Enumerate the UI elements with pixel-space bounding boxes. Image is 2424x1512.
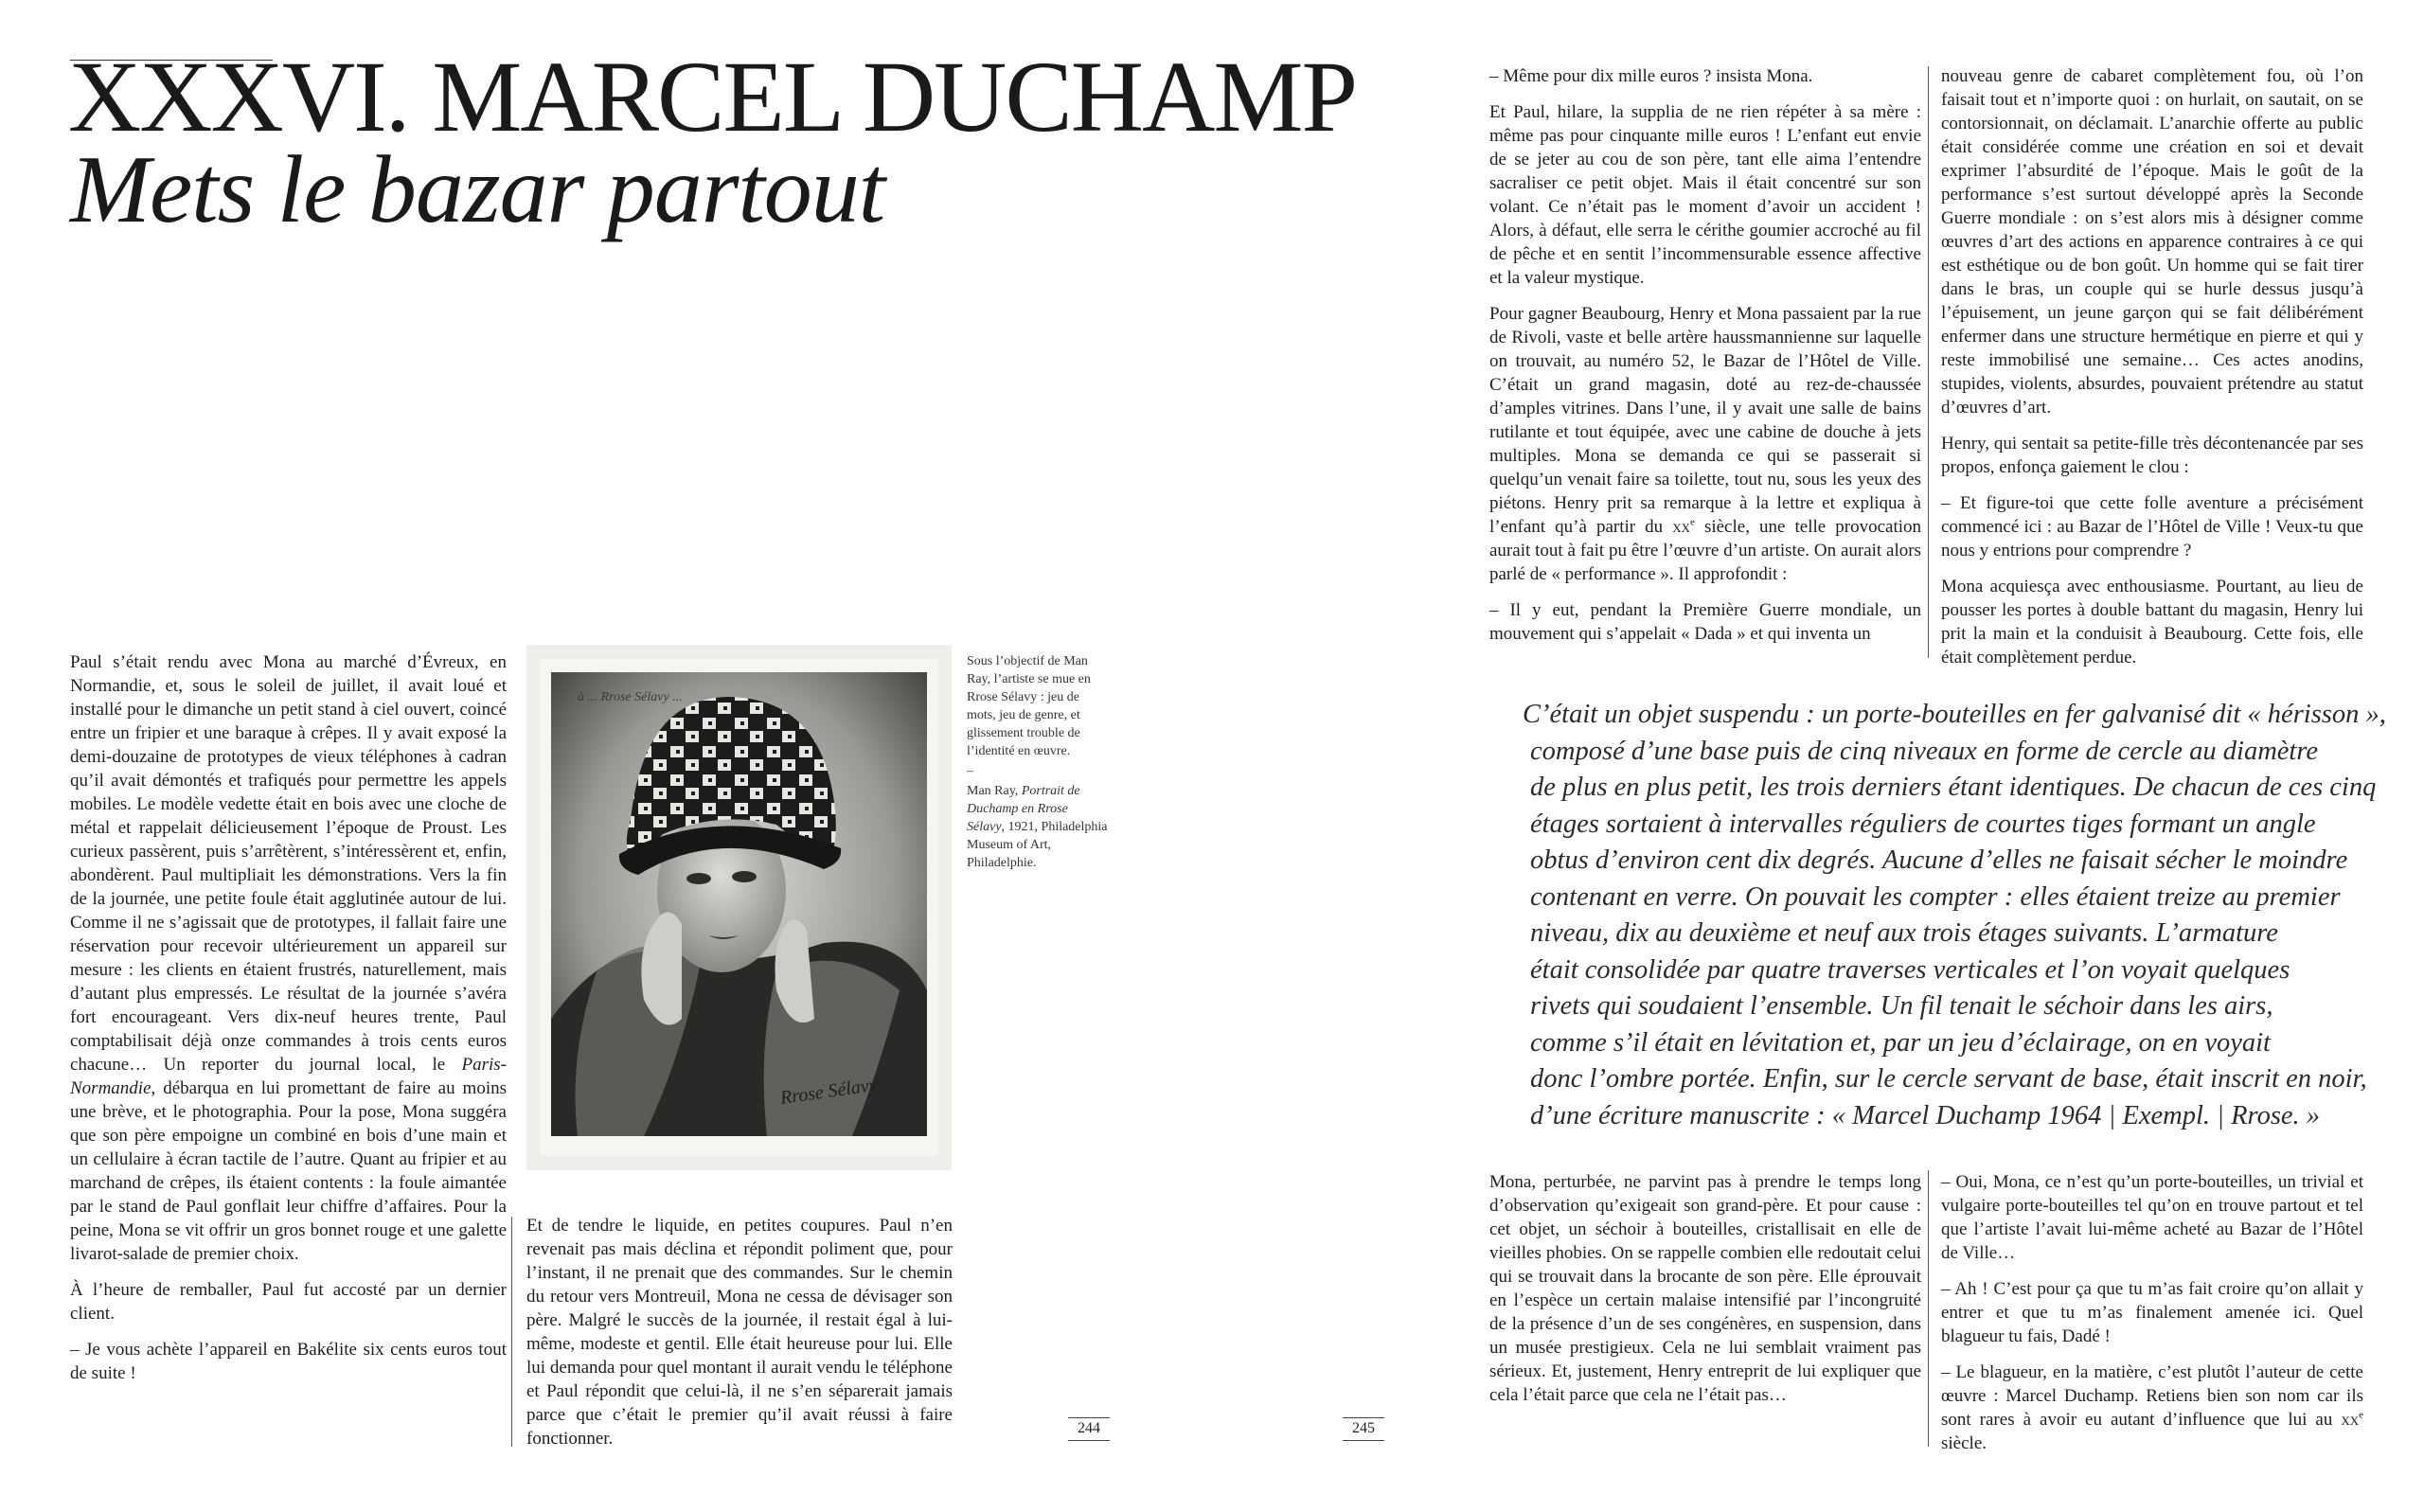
portrait-photo [540,659,938,1156]
left-column-1 [70,650,507,1397]
caption-text: Sous l’objectif de Man Ray, l’artiste se mue en Rrose Sélavy : jeu de mots, jeu de genre, et glissement trouble de l’identité en œuvre. [967,654,1091,758]
caption-dash: – [967,764,973,778]
paragraph: Henry, qui sentait sa petite-fille très décontenancée par ses propos, enfonça gaiement le clou : [1941,434,2363,477]
chapter-subtitle: Mets le bazar partout [70,136,885,243]
dialogue-line: – Même pour dix mille euros ? insista Mona. [1489,66,1813,86]
right-column-3 [1489,1170,1921,1419]
photo-frame [526,645,952,1170]
right-column-4 [1941,1170,2363,1468]
page-number-right: 245 [1343,1420,1384,1437]
right-page [1212,0,2424,1512]
portrait-image [540,659,938,1156]
dialogue-line: – Je vous achète l’appareil en Bakélite six cents euros tout de suite ! [70,1340,507,1383]
page-number-left: 244 [1068,1420,1110,1437]
right-column-2 [1941,64,2363,682]
dialogue-line: – Oui, Mona, ce n’est qu’un porte-bouteilles, un trivial et vulgaire porte-bouteilles tel qu’on en trouve partout et tel que l’artiste l’avait lui-même acheté au Bazar de l’Hôtel de Ville… [1941,1172,2363,1263]
photo-signature: Rrose Sélavy [778,1074,879,1109]
chapter-name: MARCEL DUCHAMP [432,42,1356,153]
paragraph: Mona, perturbée, ne parvint pas à prendre le temps long d’observation qu’exigeait son grand-père. Et pour cause : cet objet, un séchoir à bouteilles, cristallisait en elle de vieilles phobies. On se rappelle combien elle redoutait celui qui se trouvait dans la brocante de son père. Elle éprouvait en l’espèce un certain malaise intensifié par l’incongruité de la présence d’un de ses congénères, en suspension, dans un musée prestigieux. Cela ne lui semblait vraiment pas sérieux. Et, justement, Henry entreprit de lui expliquer que cela l’était parce que cela ne l’était pas… [1489,1172,1921,1405]
paragraph: À l’heure de remballer, Paul fut accosté par un dernier client. [70,1280,507,1324]
photo-caption [967,652,1109,872]
column-divider [1928,1170,1929,1447]
dialogue-line: – Et figure-toi que cette folle aventure a précisément commencé ici : au Bazar de l’Hôtel de Ville ! Veux-tu que nous y entrions pour comprendre ? [1941,493,2363,560]
chapter-number: XXXVI. [68,42,409,153]
paragraph: Mona acquiesça avec enthousiasme. Pourtant, au lieu de pousser les portes à double battant du magasin, Henry lui prit la main et la conduisit à Beaubourg. Cette fois, elle était complètement perdue. [1941,577,2363,667]
column-divider [511,1217,512,1447]
caption-credit: Man Ray, Portrait de Duchamp en Rrose Sélavy, 1921, Philadelphia Museum of Art, Philadelphie. [967,784,1108,870]
dialogue-line: – Ah ! C’est pour ça que tu m’as fait croire qu’on allait y entrer et que tu m’as finalement amenée ici. Quel blagueur tu fais, Dadé ! [1941,1279,2363,1346]
paragraph: nouveau genre de cabaret complètement fou, où l’on faisait tout et n’importe quoi : on hurlait, on sautait, on se contorsionnait, on déclamait. L’anarchie offerte au public était considérée comme une création en soi et devait exprimer l’absurdité de l’époque. Mais le goût de la performance s’est surtout développé après la Seconde Guerre mondiale : on s’est alors mis à désigner comme œuvres d’art des actions en apparence contraires à ce qui est esthétique ou de bon goût. Un homme qui se fait tirer dans le bras, un couple qui se hurle dessus jusqu’à l’épuisement, un jeune garçon qui se fait délibérément enfermer dans une structure hermétique en pierre et qui y reste immobilisé une semaine… Ces actes anodins, stupides, violents, absurdes, pouvaient prétendre au statut d’œuvres d’art. [1941,66,2363,418]
left-column-2 [526,1214,953,1463]
artwork-description [1523,697,2386,1134]
paragraph: Et de tendre le liquide, en petites coupures. Paul n’en revenait pas mais déclina et répondit poliment que, pour l’instant, il ne prenait que des commandes. Sur le chemin du retour vers Montreuil, Mona ne cessa de dévisager son père. Malgré le succès de la journée, il restait égal à lui-même, modeste et gentil. Elle était heureuse pour lui. Elle lui demanda pour quel montant il aurait vendu le téléphone et Paul répondit que celui-là, il ne s’en séparerait jamais parce que c’était le premier qu’il avait réussi à faire fonctionner. [526,1216,953,1449]
chapter-title [68,42,1356,153]
paragraph: Et Paul, hilare, la supplia de ne rien répéter à sa mère : même pas pour cinquante mille euros ! L’enfant eut envie de se jeter au cou de son père, tant elle aima l’entendre sacraliser ce petit objet. Mais il était concentré sur son volant. Ce n’était pas le moment d’avoir un accident ! Alors, à défaut, elle serra le cérithe goumier accroché au fil de pêche et en sentit l’incommensurable essence affective et la valeur mystique. [1489,102,1921,288]
paragraph: Pour gagner Beaubourg, Henry et Mona passaient par la rue de Rivoli, vaste et belle artère haussmannienne sur laquelle on trouvait, au numéro 52, le Bazar de l’Hôtel de Ville. C’était un grand magasin, doté au rez-de-chaussée d’amples vitrines. Dans l’une, il y avait une salle de bains rutilante et tout équipée, avec une cabine de douche à jets multiples. Mona se demanda ce qui se passerait si quelqu’un venait faire sa toilette, tout nu, sous les yeux des piétons. Henry prit sa remarque à la lettre et expliqua à l’enfant qu’à partir du $xx^e$ siècle, une telle provocation aurait tout à fait pu être l’œuvre d’un artiste. On aurait alors parlé de « performance ». Il approfondit : [1489,304,1922,584]
dialogue-line: – Il y eut, pendant la Première Guerre mondiale, un mouvement qui s’appelait « Dada » et qui inventa un [1489,600,1921,644]
newspaper-title: Paris-Normandie [70,1055,507,1098]
photo-inscription-top: à ... Rrose Sélavy ... [578,690,683,704]
column-divider [1928,66,1929,658]
right-column-1 [1489,64,1921,658]
description-text: C’était un objet suspendu : un porte-bouteilles en fer galvanisé dit « hérisson », composé d’une base puis de cinq niveaux en forme de cercle au diamètre de plus en plus petit, les trois derniers étant identiques. De chacun de ces cinq étages sortaient à intervalles réguliers de courtes tiges formant un angle obtus d’environ cent dix degrés. Aucune d’elles ne faisait sécher le moindre contenant en verre. On pouvait les compter : elles étaient treize au premier niveau, dix au deuxième et neuf aux trois étages suivants. L’armature était consolidée par quatre traverses verticales et l’on voyait quelques rivets qui soudaient l’ensemble. Un fil tenait le séchoir dans les airs, comme s’il était en lévitation et, par un jeu d’éclairage, on en voyait donc l’ombre portée. Enfin, sur le cercle servant de base, était inscrit en noir, d’une écriture manuscrite : « Marcel Duchamp 1964 | Exempl. | Rrose. » [1523,700,2386,1130]
dialogue-line: – Le blagueur, en la matière, c’est plutôt l’auteur de cette œuvre : Marcel Duchamp. Retiens bien son nom car ils sont rares à avoir eu autant d’influence que lui au $xx^e$ siècle. [1941,1362,2363,1453]
paragraph: Paul s’était rendu avec Mona au marché d’Évreux, en Normandie, et, sous le soleil de juillet, il avait loué et installé pour le dimanche un petit stand à ciel ouvert, coincé entre un fripier et une baraque à crêpes. Il y avait exposé la demi-douzaine de prototypes de vieux téléphones à cadran qu’il avait démontés et trafiqués pour permettre les appels mobiles. Le modèle vedette était en bois avec une cloche de métal et rappelait délicieusement l’époque de Proust. Les curieux passèrent, puis s’arrêtèrent, s’intéressèrent et, enfin, abondèrent. Paul multipliait les démonstrations. Vers la fin de la journée, une petite foule était agglutinée autour de lui. Comme il ne s’agissait que de prototypes, il fallait faire une réservation pour recevoir ultérieurement un appareil sur mesure : les clients en étaient frustrés, naturellement, mais d’autant plus empressés. Le résultat de la journée s’avéra fort encourageant. Vers dix-neuf heures trente, Paul comptabilisait déjà onze commandes à trois cents euros chacune… Un reporter du journal local, le Paris-Normandie, débarqua en lui promettant de faire au moins une brève, et le photographia. Pour la pose, Mona suggéra que son père empoigne un combiné en bois d’une main et un cellulaire à écran tactile de l’autre. Quant au fripier et au marchand de crêpes, ils étaient contents : la foule aimantée par le stand de Paul gonflait leur chiffre d’affaires. Pour la peine, Mona se vit offrir un gros bonnet rouge et une galette livarot-salade de premier choix. [70,652,507,1264]
